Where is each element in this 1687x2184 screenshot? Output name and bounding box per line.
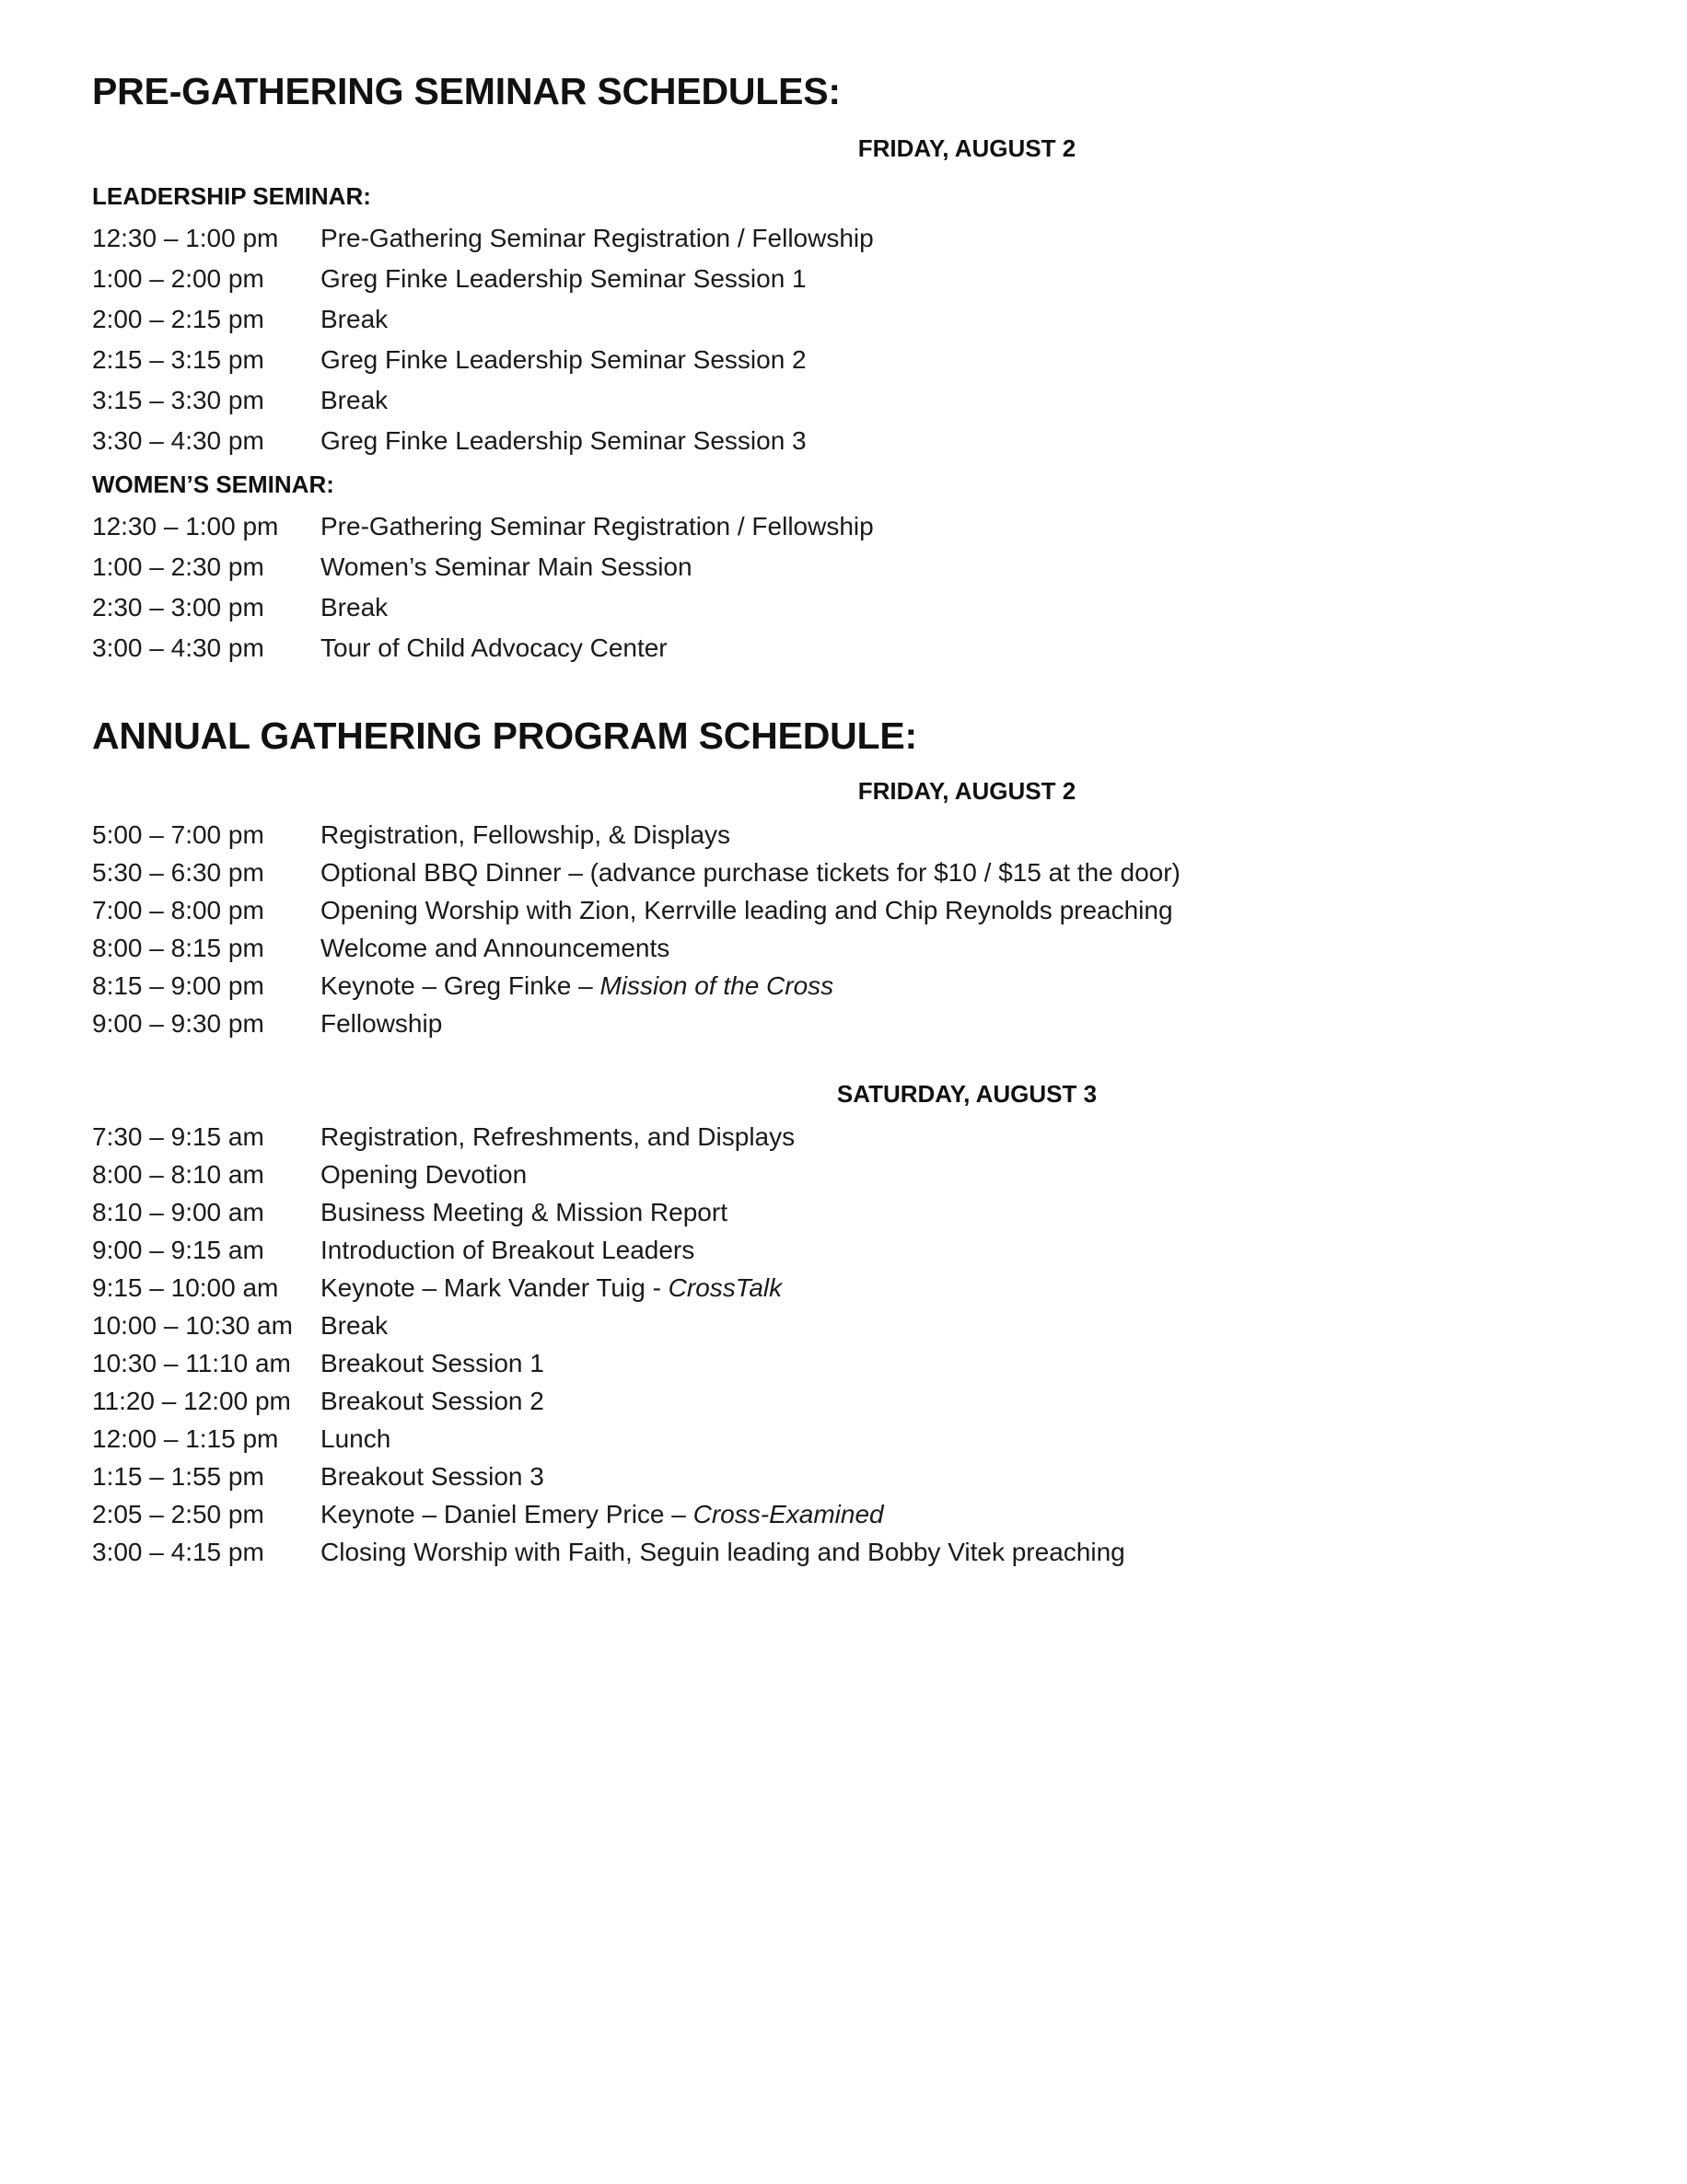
row-description: Breakout Session 3 xyxy=(320,1462,544,1492)
schedule-row xyxy=(92,621,1575,661)
row-description: Breakout Session 1 xyxy=(320,1349,544,1378)
row-time: 2:05 – 2:50 pm xyxy=(92,1500,264,1529)
row-time: 1:00 – 2:00 pm xyxy=(92,263,264,293)
row-time: 7:00 – 8:00 pm xyxy=(92,895,264,924)
row-time: 10:30 – 11:10 am xyxy=(92,1349,291,1378)
document-content xyxy=(92,72,1575,1565)
row-description xyxy=(320,1502,1575,1528)
row-description: Welcome and Announcements xyxy=(320,933,670,962)
row-time: 8:00 – 8:15 pm xyxy=(92,933,264,962)
schedule-row xyxy=(92,1301,1575,1339)
schedule-list-leadership-seminar xyxy=(92,211,1575,454)
row-description: Greg Finke Leadership Seminar Session 1 xyxy=(320,263,807,293)
schedule-row xyxy=(92,1414,1575,1452)
row-description: Opening Worship with Zion, Kerrville leading and Chip Reynolds preaching xyxy=(320,895,1173,924)
day-header-annual-saturday: SATURDAY, AUGUST 3 xyxy=(836,1079,1098,1108)
schedule-list-womens-seminar xyxy=(92,499,1575,661)
row-time: 5:00 – 7:00 pm xyxy=(92,819,264,849)
row-description: Break xyxy=(320,1311,389,1341)
row-time: 12:30 – 1:00 pm xyxy=(92,223,279,252)
schedule-row xyxy=(92,580,1575,621)
schedule-row xyxy=(92,961,1575,999)
row-time: 10:00 – 10:30 am xyxy=(92,1311,293,1341)
schedule-row xyxy=(92,1112,1575,1150)
row-time: 3:00 – 4:15 pm xyxy=(92,1538,264,1567)
day-header-pre-gathering-friday: FRIDAY, AUGUST 2 xyxy=(857,134,1076,163)
schedule-row xyxy=(92,924,1575,961)
row-description: Registration, Refreshments, and Displays xyxy=(320,1122,796,1152)
row-description: Breakout Session 2 xyxy=(320,1387,544,1416)
schedule-list-annual-friday xyxy=(92,810,1575,1037)
row-time: 12:00 – 1:15 pm xyxy=(92,1424,279,1454)
row-time: 8:00 – 8:10 am xyxy=(92,1160,264,1190)
row-time: 9:00 – 9:30 pm xyxy=(92,1008,264,1038)
row-description: Greg Finke Leadership Seminar Session 3 xyxy=(320,425,807,455)
schedule-row xyxy=(92,810,1575,848)
row-description-text: Keynote – Mark Vander Tuig - xyxy=(320,1273,669,1303)
row-description: Greg Finke Leadership Seminar Session 2 xyxy=(320,344,807,374)
row-description: Tour of Child Advocacy Center xyxy=(320,633,668,663)
row-time: 9:00 – 9:15 am xyxy=(92,1236,264,1265)
row-time: 3:15 – 3:30 pm xyxy=(92,385,264,414)
row-time: 2:00 – 2:15 pm xyxy=(92,304,264,333)
row-time: 2:30 – 3:00 pm xyxy=(92,593,264,622)
schedule-list-annual-saturday xyxy=(92,1112,1575,1565)
row-time: 1:15 – 1:55 pm xyxy=(92,1462,264,1492)
sub-heading-leadership-seminar: LEADERSHIP SEMINAR: xyxy=(92,181,371,210)
row-description: Women’s Seminar Main Session xyxy=(320,552,692,582)
schedule-row xyxy=(92,292,1575,332)
row-description: Registration, Fellowship, & Displays xyxy=(320,819,731,849)
schedule-row xyxy=(92,1263,1575,1301)
row-time: 8:15 – 9:00 pm xyxy=(92,970,264,1000)
schedule-row xyxy=(92,499,1575,540)
schedule-row xyxy=(92,211,1575,251)
row-description-text: Keynote – Greg Finke – xyxy=(320,970,600,1000)
row-description: Business Meeting & Mission Report xyxy=(320,1198,727,1227)
row-description: Optional BBQ Dinner – (advance purchase tickets for $10 / $15 at the door) xyxy=(320,857,1181,887)
row-description: Fellowship xyxy=(320,1008,443,1038)
row-description xyxy=(320,1275,1575,1301)
sub-heading-womens-seminar: WOMEN’S SEMINAR: xyxy=(92,470,334,498)
schedule-row xyxy=(92,848,1575,886)
row-description-title: Cross-Examined xyxy=(692,1500,884,1529)
row-time: 2:15 – 3:15 pm xyxy=(92,344,264,374)
page-title-annual-gathering: ANNUAL GATHERING PROGRAM SCHEDULE: xyxy=(92,714,917,758)
schedule-row xyxy=(92,413,1575,454)
row-time: 7:30 – 9:15 am xyxy=(92,1122,264,1152)
row-description xyxy=(320,970,1575,1000)
row-description: Break xyxy=(320,385,389,414)
row-description: Break xyxy=(320,593,389,622)
schedule-row xyxy=(92,1226,1575,1263)
row-time: 3:00 – 4:30 pm xyxy=(92,633,264,663)
day-header-annual-friday: FRIDAY, AUGUST 2 xyxy=(857,777,1076,806)
schedule-row xyxy=(92,1490,1575,1528)
row-description-title: CrossTalk xyxy=(668,1273,783,1303)
page-title-pre-gathering: PRE-GATHERING SEMINAR SCHEDULES: xyxy=(92,70,841,112)
schedule-row xyxy=(92,886,1575,924)
schedule-row xyxy=(92,540,1575,580)
row-description-title: Mission of the Cross xyxy=(599,970,834,1000)
row-time: 3:30 – 4:30 pm xyxy=(92,425,264,455)
row-description-text: Keynote – Daniel Emery Price – xyxy=(320,1500,693,1529)
row-time: 11:20 – 12:00 pm xyxy=(92,1387,291,1416)
row-time: 8:10 – 9:00 am xyxy=(92,1198,264,1227)
row-description: Pre-Gathering Seminar Registration / Fellowship xyxy=(320,512,874,541)
row-description: Closing Worship with Faith, Seguin leading and Bobby Vitek preaching xyxy=(320,1538,1125,1567)
schedule-row xyxy=(92,251,1575,292)
schedule-row xyxy=(92,1150,1575,1188)
schedule-row xyxy=(92,1339,1575,1377)
row-description: Pre-Gathering Seminar Registration / Fellowship xyxy=(320,223,874,252)
row-description: Break xyxy=(320,304,389,333)
row-description: Opening Devotion xyxy=(320,1160,528,1190)
schedule-row xyxy=(92,1188,1575,1226)
schedule-row xyxy=(92,999,1575,1037)
schedule-row xyxy=(92,1528,1575,1565)
schedule-row xyxy=(92,1452,1575,1490)
row-description: Introduction of Breakout Leaders xyxy=(320,1236,695,1265)
schedule-row xyxy=(92,1377,1575,1414)
row-time: 1:00 – 2:30 pm xyxy=(92,552,264,582)
row-description: Lunch xyxy=(320,1424,391,1454)
schedule-row xyxy=(92,332,1575,373)
schedule-row xyxy=(92,373,1575,413)
row-time: 12:30 – 1:00 pm xyxy=(92,512,279,541)
row-time: 9:15 – 10:00 am xyxy=(92,1273,279,1303)
row-time: 5:30 – 6:30 pm xyxy=(92,857,264,887)
